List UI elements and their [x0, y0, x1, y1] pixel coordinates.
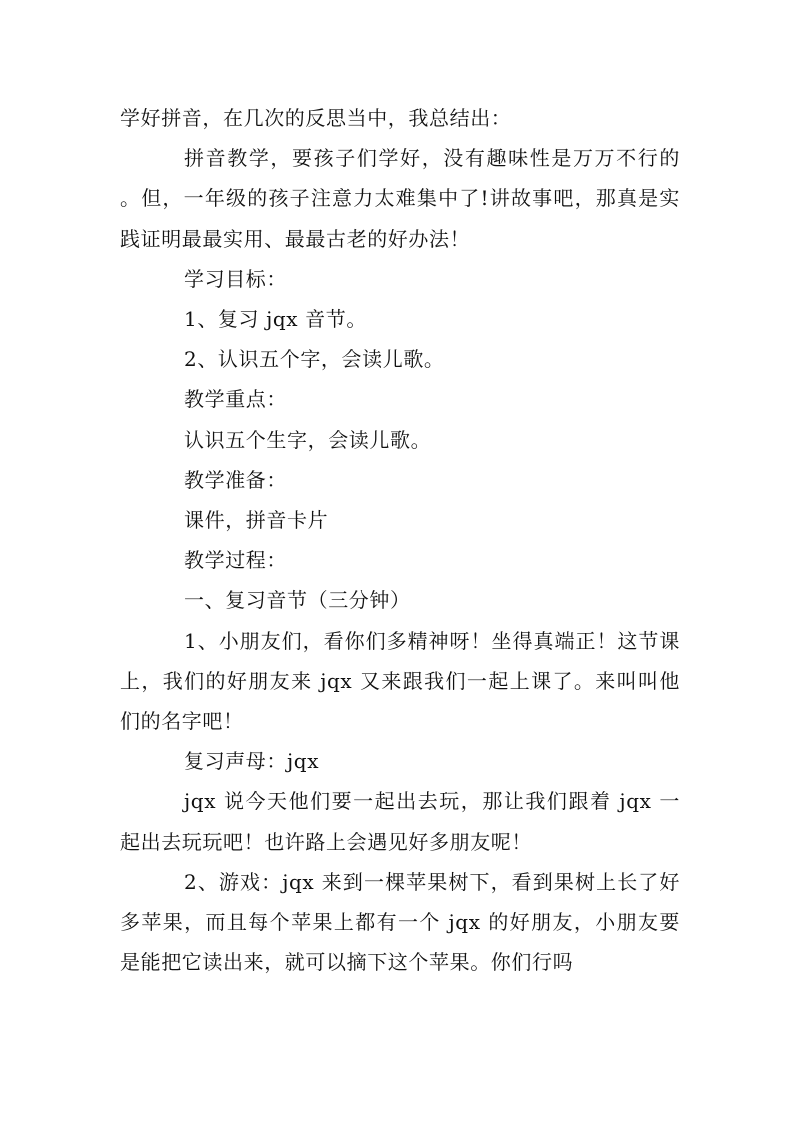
- goal-item-2: 2、认识五个字，会读儿歌。: [184, 347, 445, 372]
- paragraph-pinyin-teaching: 拼音教学，要孩子们学好，没有趣味性是万万不行的 。但，一年级的孩子注意力太难集中了!讲故事吧，那真是实践证明最最实用、最最古老的好办法！: [120, 146, 687, 251]
- heading-learning-goals: 学习目标：: [184, 266, 287, 291]
- teaching-focus-text: 认识五个生字，会读儿歌。: [184, 427, 432, 452]
- review-initials: 复习声母：jqx: [184, 749, 320, 774]
- process-step-2-game: 2、游戏：jqx 来到一棵苹果树下，看到果树上长了好多苹果，而且每个苹果上都有一个 jqx 的好朋友，小朋友要是能把它读出来，就可以摘下这个苹果。你们行吗: [120, 869, 680, 975]
- process-step-1: 1、小朋友们，看你们多精神呀！坐得真端正！这节课上，我们的好朋友来 jqx 又来跟我们一起上课了。来叫叫他们的名字吧！: [120, 628, 680, 734]
- document-body: [120, 98, 687, 982]
- heading-teaching-process: 教学过程：: [184, 548, 287, 573]
- paragraph-continuation: 学好拼音，在几次的反思当中，我总结出：: [120, 106, 512, 130]
- goal-item-1: 1、复习 jqx 音节。: [184, 307, 367, 332]
- section-review-syllables: 一、复习音节（三分钟）: [184, 588, 411, 613]
- story-paragraph: jqx 说今天他们要一起出去玩，那让我们跟着 jqx 一起出去玩玩吧！也许路上会遇见好多朋友呢！: [120, 789, 680, 854]
- teaching-preparation-text: 课件，拼音卡片: [184, 508, 329, 533]
- heading-teaching-preparation: 教学准备：: [184, 467, 287, 492]
- heading-teaching-focus: 教学重点：: [184, 387, 287, 412]
